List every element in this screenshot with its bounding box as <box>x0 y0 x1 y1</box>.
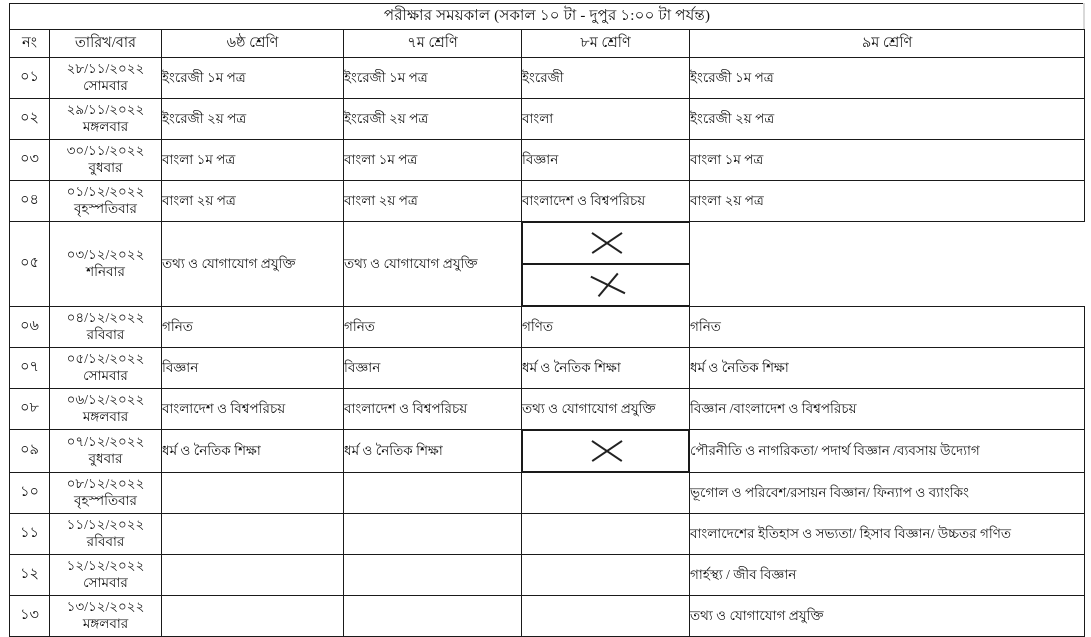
cell-class9: বাংলাদেশের ইতিহাস ও সভ্যতা/ হিসাব বিজ্ঞান/ উচ্চতর গণিত <box>690 514 1085 555</box>
row-day-value: বুধবার <box>88 160 123 175</box>
row-day-value: শনিবার <box>86 264 125 279</box>
table-row <box>10 348 1085 389</box>
cell-class7: ইংরেজী ২য় পত্র <box>344 99 522 140</box>
table-row <box>10 140 1085 181</box>
document-title: পরীক্ষার সময়কাল (সকাল ১০ টা - দুপুর ১:০০ টা পর্যন্ত) <box>10 4 1085 30</box>
cell-class7: ইংরেজী ১ম পত্র <box>344 58 522 99</box>
cell-class8: ধর্ম ও নৈতিক শিক্ষা <box>522 348 690 389</box>
row-date <box>50 596 162 637</box>
table-row <box>10 99 1085 140</box>
row-serial: ১২ <box>10 555 50 596</box>
row-date-value: ০৫/১২/২০২২ <box>66 351 145 367</box>
row-serial: ১০ <box>10 473 50 514</box>
cell-class9: গার্হস্থ্য / জীব বিজ্ঞান <box>690 555 1085 596</box>
cell-class8 <box>522 514 690 555</box>
table-row <box>10 596 1085 637</box>
cell-class9: তথ্য ও যোগাযোগ প্রযুক্তি <box>690 596 1085 637</box>
cell-class9: বাংলা ১ম পত্র <box>690 140 1085 181</box>
cell-class9: পৌরনীতি ও নাগরিকতা/ পদার্থ বিজ্ঞান /ব্যবসায় উদ্যোগ <box>690 430 1085 473</box>
row-day-value: বুধবার <box>88 451 123 466</box>
cell-class9: ইংরেজী ২য় পত্র <box>690 99 1085 140</box>
row-day-value: সোমবার <box>83 78 128 93</box>
row-day-value: বৃহস্পতিবার <box>74 493 137 508</box>
cell-class9 <box>522 264 690 306</box>
row-date <box>50 99 162 140</box>
row-day-value: মঙ্গলবার <box>82 119 129 134</box>
cell-class8: বাংলাদেশ ও বিশ্বপরিচয় <box>522 181 690 222</box>
row-serial: ০৬ <box>10 307 50 348</box>
column-header-class8: ৮ম শ্রেণি <box>522 30 690 58</box>
cell-class8: গণিত <box>522 307 690 348</box>
row-serial: ০৮ <box>10 389 50 430</box>
cell-class8: বিজ্ঞান <box>522 140 690 181</box>
table-header-row <box>10 30 1085 58</box>
table-row <box>10 430 1085 473</box>
cell-class9: বাংলা ২য় পত্র <box>690 181 1085 222</box>
row-serial: ০৯ <box>10 430 50 473</box>
row-serial: ০২ <box>10 99 50 140</box>
row-date-value: ১২/১২/২০২২ <box>66 558 145 574</box>
column-header-class9: ৯ম শ্রেণি <box>690 30 1085 58</box>
row-date <box>50 389 162 430</box>
cell-class8 <box>522 473 690 514</box>
cell-class6: তথ্য ও যোগাযোগ প্রযুক্তি <box>162 222 344 307</box>
table-row <box>10 222 1085 307</box>
row-serial: ০৫ <box>10 222 50 307</box>
cell-class9: ভূগোল ও পরিবেশ/রসায়ন বিজ্ঞান/ ফিন্যাপ ও ব্যাংকিং <box>690 473 1085 514</box>
cell-class8 <box>522 596 690 637</box>
cell-class7 <box>344 473 522 514</box>
column-header-sl: নং <box>10 30 50 58</box>
row-date-value: ০৪/১২/২০২২ <box>66 310 145 326</box>
cell-class7: ধর্ম ও নৈতিক শিক্ষা <box>344 430 522 473</box>
cell-class9: ধর্ম ও নৈতিক শিক্ষা <box>690 348 1085 389</box>
cell-class7: গনিত <box>344 307 522 348</box>
cell-class8: বাংলা <box>522 99 690 140</box>
row-date-value: ১৩/১২/২০২২ <box>66 599 145 615</box>
cross-mark-icon <box>587 228 625 258</box>
row-serial: ০৭ <box>10 348 50 389</box>
exam-schedule-table <box>9 3 1085 637</box>
cell-class9: গনিত <box>690 307 1085 348</box>
cell-class6: ইংরেজী ১ম পত্র <box>162 58 344 99</box>
cell-class6 <box>162 473 344 514</box>
row-day-value: মঙ্গলবার <box>82 409 129 424</box>
table-row <box>10 58 1085 99</box>
row-date <box>50 222 162 307</box>
page-spine-mark <box>1083 3 1085 29</box>
row-date-value: ০১/১২/২০২২ <box>66 184 145 200</box>
cell-class6: বাংলাদেশ ও বিশ্বপরিচয় <box>162 389 344 430</box>
row-serial: ১৩ <box>10 596 50 637</box>
cell-class6 <box>162 596 344 637</box>
cell-class8 <box>522 555 690 596</box>
column-header-date: তারিখ/বার <box>50 30 162 58</box>
row-date-value: ০৭/১২/২০২২ <box>66 434 145 450</box>
row-day-value: মঙ্গলবার <box>82 616 129 631</box>
cell-class6: বাংলা ১ম পত্র <box>162 140 344 181</box>
cell-class9: ইংরেজী ১ম পত্র <box>690 58 1085 99</box>
table-row <box>10 473 1085 514</box>
row-date <box>50 181 162 222</box>
cross-mark-icon <box>587 436 625 466</box>
row-date-value: ০৬/১২/২০২২ <box>66 392 145 408</box>
row-date <box>50 430 162 473</box>
column-header-class6: ৬ষ্ঠ শ্রেণি <box>162 30 344 58</box>
row-date <box>50 140 162 181</box>
row-date-value: ০৩/১২/২০২২ <box>66 247 145 263</box>
column-header-class7: ৭ম শ্রেণি <box>344 30 522 58</box>
table-row <box>10 389 1085 430</box>
row-day-value: সোমবার <box>83 575 128 590</box>
cell-class6: ধর্ম ও নৈতিক শিক্ষা <box>162 430 344 473</box>
row-date-value: ১১/১২/২০২২ <box>66 517 145 533</box>
row-date <box>50 58 162 99</box>
cell-class6 <box>162 514 344 555</box>
cell-class6: ইংরেজী ২য় পত্র <box>162 99 344 140</box>
cell-class7: বাংলা ১ম পত্র <box>344 140 522 181</box>
row-serial: ০৪ <box>10 181 50 222</box>
cell-class7: বিজ্ঞান <box>344 348 522 389</box>
table-row <box>10 514 1085 555</box>
row-serial: ১১ <box>10 514 50 555</box>
cell-class6: গনিত <box>162 307 344 348</box>
cell-class8: ইংরেজী <box>522 58 690 99</box>
row-day-value: বৃহস্পতিবার <box>74 201 137 216</box>
cell-class7: বাংলা ২য় পত্র <box>344 181 522 222</box>
row-serial: ০১ <box>10 58 50 99</box>
row-day-value: রবিবার <box>86 327 125 342</box>
cell-class8 <box>522 222 690 264</box>
table-title-row <box>10 4 1085 30</box>
cross-mark-icon <box>587 270 625 300</box>
cell-class6: বাংলা ২য় পত্র <box>162 181 344 222</box>
row-date <box>50 348 162 389</box>
cell-class7 <box>344 555 522 596</box>
row-serial: ০৩ <box>10 140 50 181</box>
row-date-value: ২৮/১১/২০২২ <box>66 61 145 77</box>
table-row <box>10 307 1085 348</box>
row-date-value: ০৮/১২/২০২২ <box>66 476 145 492</box>
row-day-value: রবিবার <box>86 534 125 549</box>
row-day-value: সোমবার <box>83 368 128 383</box>
row-date <box>50 514 162 555</box>
table-row <box>10 181 1085 222</box>
table-row <box>10 555 1085 596</box>
exam-routine-document <box>0 3 1091 631</box>
cell-class7 <box>344 514 522 555</box>
cell-class7: বাংলাদেশ ও বিশ্বপরিচয় <box>344 389 522 430</box>
cell-class8: তথ্য ও যোগাযোগ প্রযুক্তি <box>522 389 690 430</box>
cell-class7 <box>344 596 522 637</box>
cell-class8 <box>522 430 689 472</box>
row-date <box>50 307 162 348</box>
cell-class9: বিজ্ঞান /বাংলাদেশ ও বিশ্বপরিচয় <box>690 389 1085 430</box>
row-date <box>50 473 162 514</box>
cell-class7: তথ্য ও যোগাযোগ প্রযুক্তি <box>344 222 522 307</box>
row-date <box>50 555 162 596</box>
row-date-value: ৩০/১১/২০২২ <box>66 143 145 159</box>
cell-class6: বিজ্ঞান <box>162 348 344 389</box>
row-date-value: ২৯/১১/২০২২ <box>66 102 145 118</box>
cell-class6 <box>162 555 344 596</box>
